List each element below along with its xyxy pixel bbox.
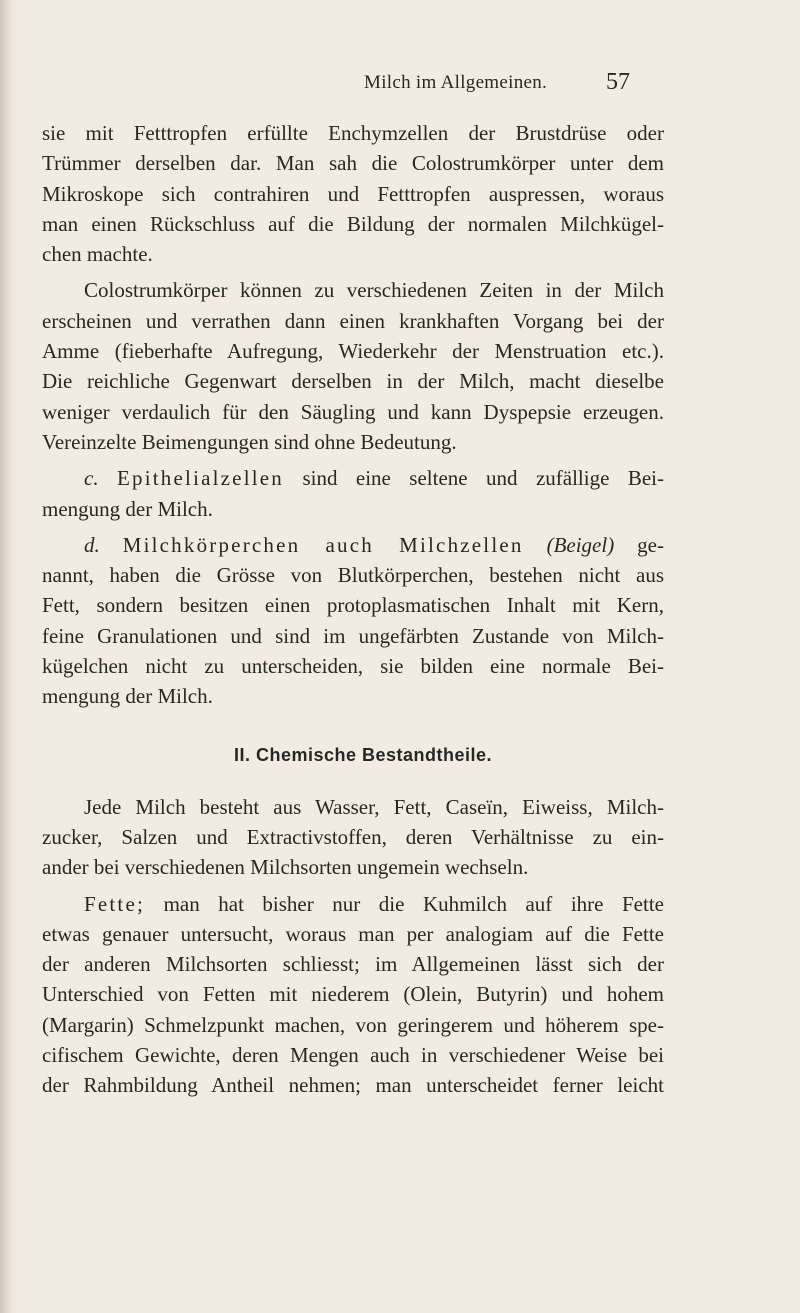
term-spaced: Epithelialzellen bbox=[117, 466, 284, 491]
text-line: (Margarin) Schmelzpunkt machen, von geringerem und höherem spe- bbox=[42, 1012, 664, 1037]
paragraph-2 bbox=[42, 275, 664, 457]
running-head bbox=[0, 69, 800, 102]
page-number: 57 bbox=[606, 69, 630, 95]
text-line: zucker, Salzen und Extractivstoffen, deren Verhältnisse zu ein- bbox=[42, 824, 664, 849]
text-line: cifischem Gewichte, deren Mengen auch in verschiedener Weise bei bbox=[42, 1043, 664, 1068]
text-line: Vereinzelte Beimengungen sind ohne Bedeutung. bbox=[42, 429, 457, 454]
text-line: ander bei verschiedenen Milchsorten ungemein wechseln. bbox=[42, 855, 529, 880]
text-line: Die reichliche Gegenwart derselben in der Milch, macht dieselbe bbox=[42, 369, 664, 394]
text-line: chen machte. bbox=[42, 242, 153, 267]
text-line: weniger verdaulich für den Säugling und kann Dyspepsie erzeugen. bbox=[42, 399, 664, 424]
text-line: man einen Rückschluss auf die Bildung der normalen Milchkügel- bbox=[42, 211, 664, 236]
text-line: mengung der Milch. bbox=[42, 684, 213, 709]
text-line: erscheinen und verrathen dann einen krankhaften Vorgang bei der bbox=[42, 308, 664, 333]
text-line bbox=[42, 889, 664, 919]
text-line: der anderen Milchsorten schliesst; im Allgemeinen lässt sich der bbox=[42, 952, 664, 977]
body-text bbox=[42, 118, 664, 1101]
paragraph-epithelialzellen bbox=[42, 463, 664, 524]
text-line: etwas genauer untersucht, woraus man per analogiam auf die Fette bbox=[42, 921, 664, 946]
section-heading: II. Chemische Bestandtheile. bbox=[233, 744, 493, 765]
text-line: sie mit Fetttropfen erfüllte Enchymzellen der Brustdrüse oder bbox=[42, 121, 664, 145]
text-line: Jede Milch besteht aus Wasser, Fett, Caseïn, Eiweiss, Milch- bbox=[84, 794, 664, 819]
text-line: der Rahmbildung Antheil nehmen; man unterscheidet ferner leicht bbox=[42, 1073, 664, 1098]
text-run: sind eine seltene und zufällige Bei- bbox=[302, 466, 665, 491]
term-spaced: Milchkörperchen auch Milchzellen bbox=[122, 532, 524, 557]
text-line: Mikroskope sich contrahiren und Fetttropfen auspressen, woraus bbox=[42, 181, 664, 206]
item-label: d. bbox=[84, 532, 100, 557]
text-line: Trümmer derselben dar. Man sah die Colostrumkörper unter dem bbox=[42, 151, 664, 176]
text-line: nannt, haben die Grösse von Blutkörperchen, bestehen nicht aus bbox=[42, 563, 664, 588]
text-line: feine Granulationen und sind im ungefärbten Zustande von Milch- bbox=[42, 623, 664, 648]
paragraph-fette bbox=[42, 889, 664, 1101]
author-citation: (Beigel) bbox=[546, 532, 615, 557]
text-run: man hat bisher nur die Kuhmilch auf ihre Fette bbox=[163, 891, 664, 916]
text-line: Colostrumkörper können zu verschiedenen Zeiten in der Milch bbox=[84, 278, 664, 303]
text-line: Unterschied von Fetten mit niederem (Olein, Butyrin) und hohem bbox=[42, 982, 664, 1007]
item-label: c. bbox=[84, 466, 99, 491]
text-run: ge- bbox=[637, 532, 664, 557]
term-spaced: Fette; bbox=[84, 891, 146, 916]
paragraph-5 bbox=[42, 792, 664, 883]
text-line bbox=[42, 463, 664, 493]
text-line: kügelchen nicht zu unterscheiden, sie bilden eine normale Bei- bbox=[42, 654, 664, 679]
running-title: Milch im Allgemeinen. bbox=[364, 72, 548, 93]
text-line: Fett, sondern besitzen einen protoplasmatischen Inhalt mit Kern, bbox=[42, 593, 664, 618]
text-line: mengung der Milch. bbox=[42, 496, 213, 521]
text-line: Amme (fieberhafte Aufregung, Wiederkehr der Menstruation etc.). bbox=[42, 339, 664, 364]
text-line bbox=[42, 530, 664, 560]
paragraph-1 bbox=[42, 118, 664, 269]
paragraph-milchkoerperchen bbox=[42, 530, 664, 712]
